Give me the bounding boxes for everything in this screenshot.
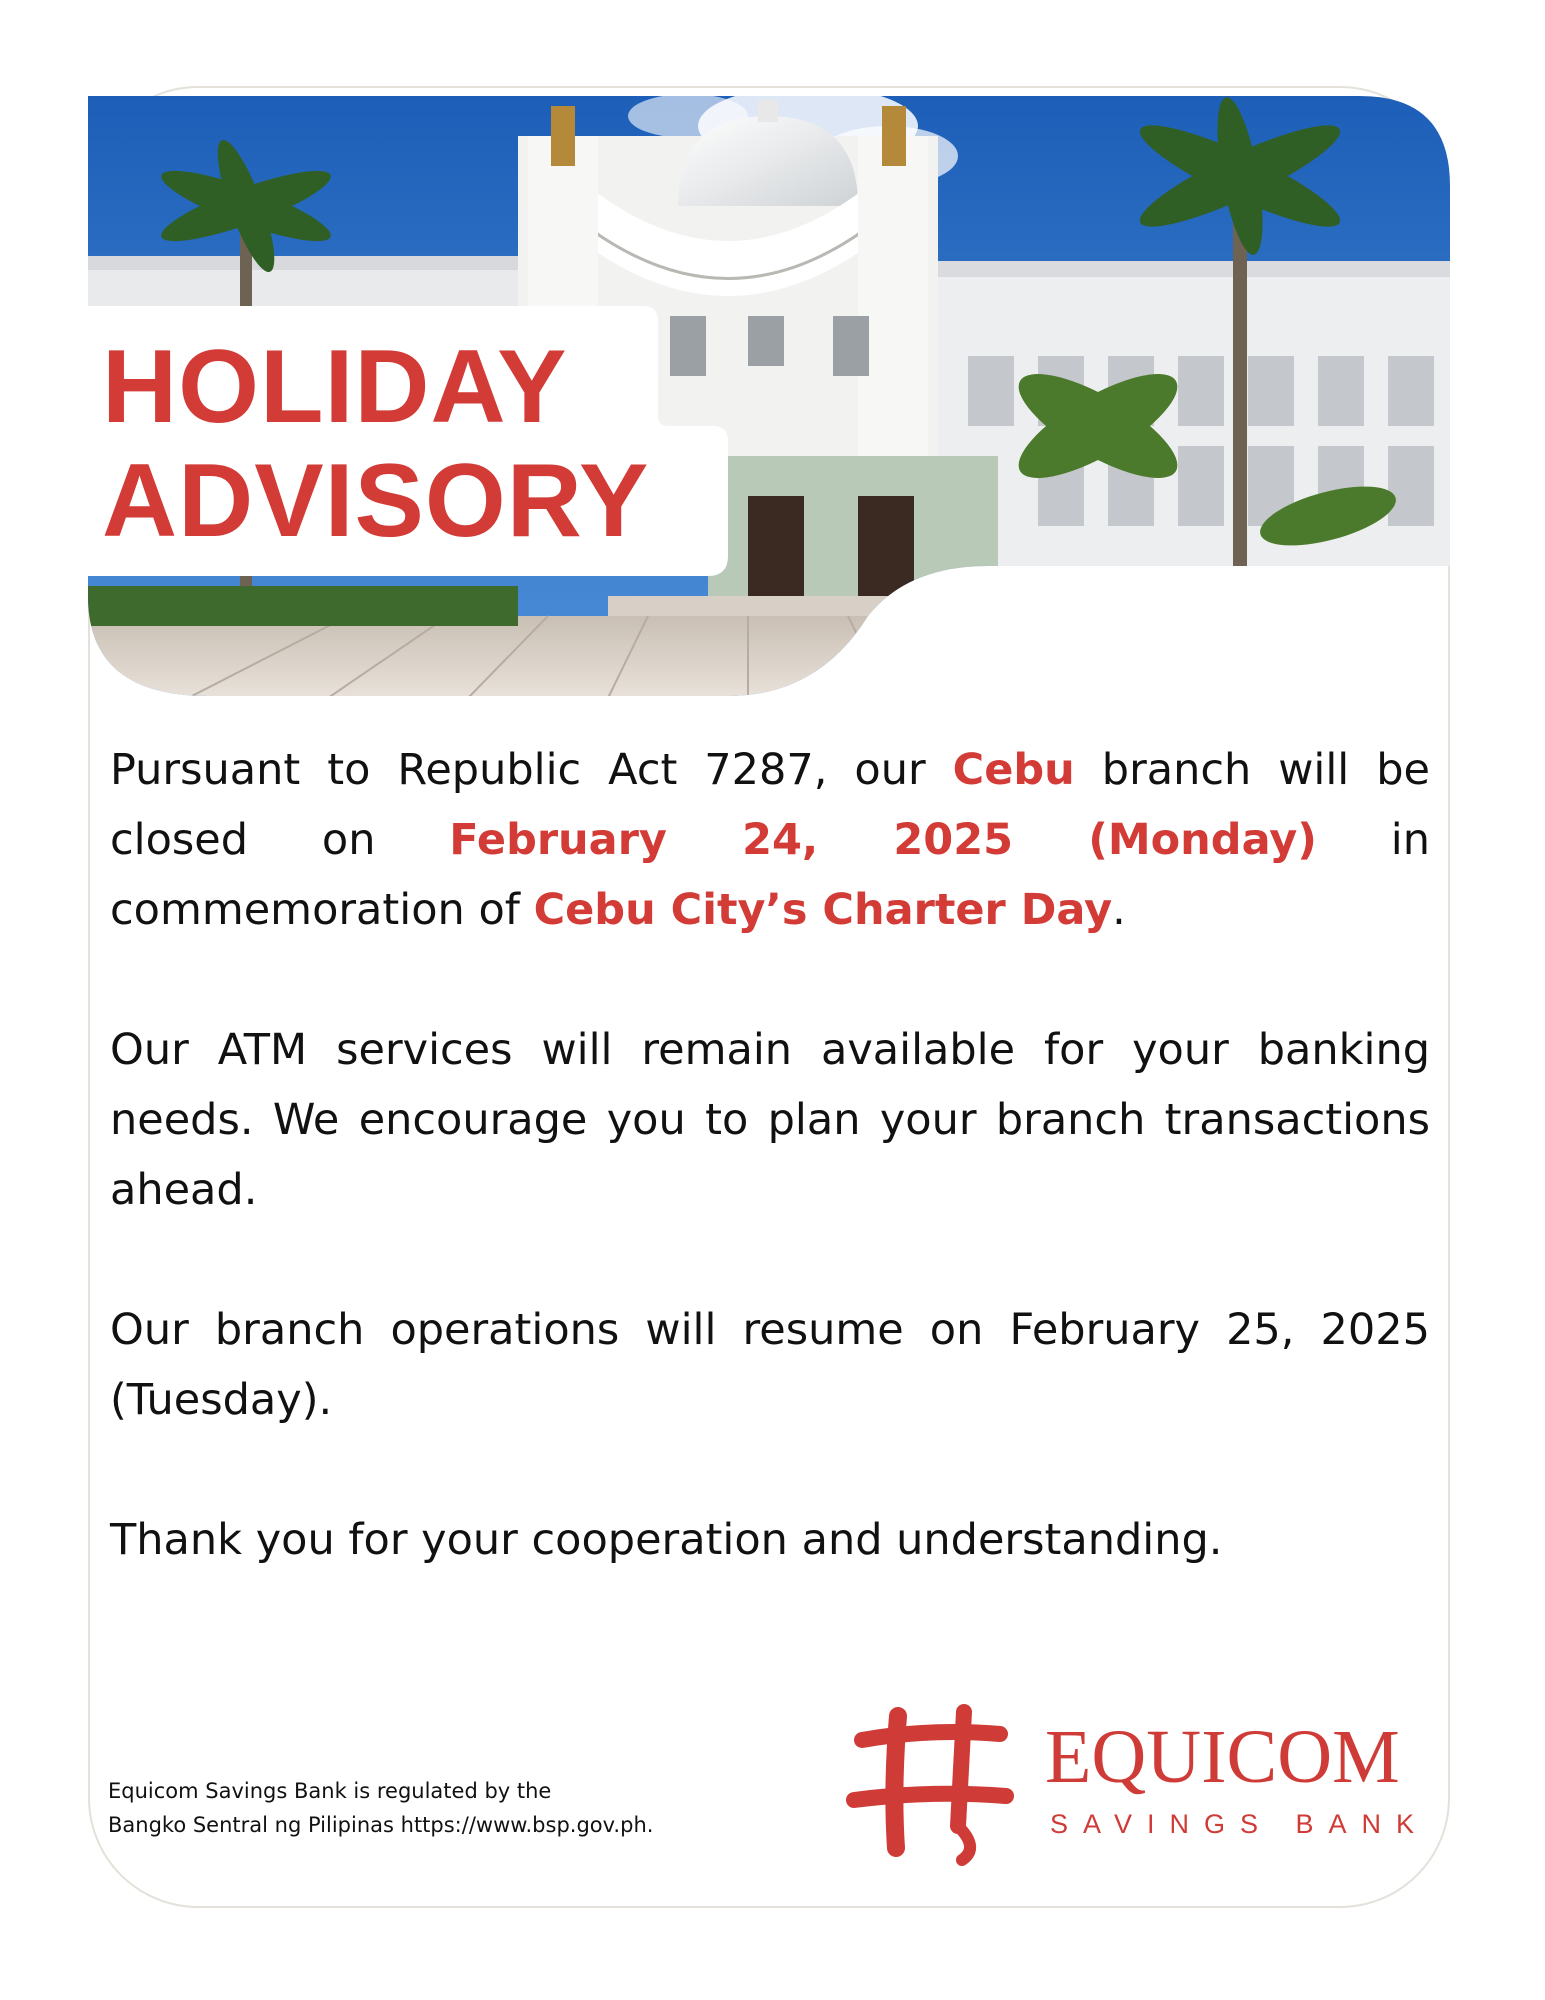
regulation-line-2: Bangko Sentral ng Pilipinas https://www.bsp.gov.ph. bbox=[108, 1813, 654, 1837]
occasion-highlight: Cebu City’s Charter Day bbox=[533, 885, 1113, 935]
resume-paragraph: Our branch operations will resume on February 25, 2025 (Tuesday). bbox=[110, 1305, 1430, 1425]
closure-text-2: branch will be closed on bbox=[110, 745, 1430, 865]
atm-paragraph: Our ATM services will remain available for your banking needs. We encourage you to plan your branch transactions ahead. bbox=[110, 1025, 1430, 1215]
closure-paragraph bbox=[110, 735, 1430, 945]
title-line-advisory: ADVISORY bbox=[102, 443, 650, 559]
equicom-hash-mark-icon bbox=[840, 1698, 1014, 1868]
logo-name: EQUICOM bbox=[1045, 1715, 1400, 1799]
equicom-logo bbox=[840, 1698, 1430, 1868]
closure-text-3: in commemoration of bbox=[110, 815, 1430, 935]
logo-subtitle: SAVINGS BANK bbox=[1050, 1809, 1430, 1839]
closure-date-highlight: February 24, 2025 (Monday) bbox=[449, 815, 1317, 865]
holiday-advisory-title bbox=[102, 330, 722, 558]
closure-text-4: . bbox=[1112, 885, 1126, 935]
regulation-note bbox=[108, 1774, 668, 1842]
advisory-body bbox=[110, 735, 1430, 1575]
title-line-holiday: HOLIDAY bbox=[102, 329, 568, 445]
regulation-line-1: Equicom Savings Bank is regulated by the bbox=[108, 1779, 552, 1803]
thank-you-paragraph: Thank you for your cooperation and understanding. bbox=[110, 1515, 1223, 1565]
branch-name-highlight: Cebu bbox=[952, 745, 1075, 795]
closure-text-1: Pursuant to Republic Act 7287, our bbox=[110, 745, 953, 795]
